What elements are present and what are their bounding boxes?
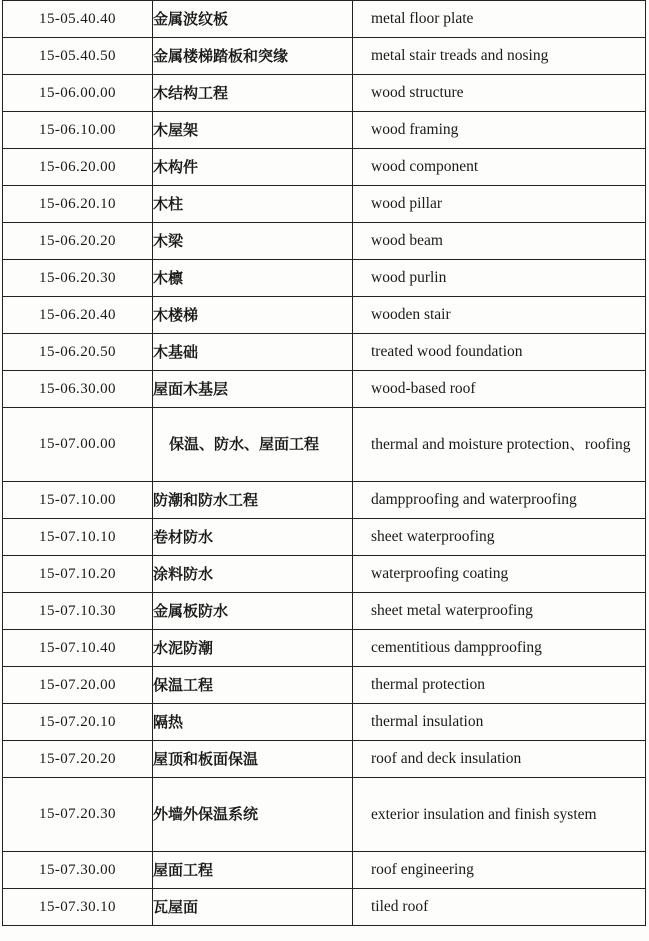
chinese-term-cell xyxy=(153,593,353,630)
table-row xyxy=(3,371,646,408)
chinese-term-cell xyxy=(153,630,353,667)
english-term: exterior insulation and finish system xyxy=(371,805,597,823)
table-row xyxy=(3,593,646,630)
chinese-term: 保温、防水、屋面工程 xyxy=(169,435,320,453)
code-cell: 15-05.40.50 xyxy=(3,38,153,75)
english-term-cell xyxy=(353,593,646,630)
table-row xyxy=(3,223,646,260)
chinese-term-cell xyxy=(153,519,353,556)
english-term-cell xyxy=(353,186,646,223)
code-cell: 15-06.20.10 xyxy=(3,186,153,223)
chinese-term-cell xyxy=(153,260,353,297)
english-term-cell xyxy=(353,889,646,926)
code-cell: 15-07.30.10 xyxy=(3,889,153,926)
english-term-cell xyxy=(353,556,646,593)
terminology-table xyxy=(2,0,646,926)
code-cell: 15-07.20.30 xyxy=(3,778,153,852)
code-cell: 15-07.20.00 xyxy=(3,667,153,704)
table-row xyxy=(3,75,646,112)
table-row xyxy=(3,519,646,556)
chinese-term: 金属楼梯踏板和突缘 xyxy=(153,46,289,65)
table-row xyxy=(3,482,646,519)
chinese-term: 木梁 xyxy=(153,231,184,250)
chinese-term-cell xyxy=(153,297,353,334)
english-term: dampproofing and waterproofing xyxy=(371,491,577,508)
table-row xyxy=(3,297,646,334)
chinese-term-cell xyxy=(153,889,353,926)
english-term: wooden stair xyxy=(371,306,451,323)
english-term-cell xyxy=(353,297,646,334)
code-cell: 15-06.20.30 xyxy=(3,260,153,297)
chinese-term-cell xyxy=(153,667,353,704)
chinese-term: 瓦屋面 xyxy=(153,897,199,916)
chinese-term: 保温工程 xyxy=(153,675,214,694)
code-cell: 15-07.10.00 xyxy=(3,482,153,519)
chinese-term: 卷材防水 xyxy=(153,527,214,546)
english-term: roof engineering xyxy=(371,861,474,878)
chinese-term: 木基础 xyxy=(153,342,199,361)
chinese-term: 木楼梯 xyxy=(153,305,199,324)
chinese-term: 木檩 xyxy=(153,268,184,287)
english-term-cell xyxy=(353,223,646,260)
code-cell: 15-07.10.20 xyxy=(3,556,153,593)
english-term-cell xyxy=(353,519,646,556)
chinese-term: 木柱 xyxy=(153,194,184,213)
code-cell: 15-07.00.00 xyxy=(3,408,153,482)
table-row xyxy=(3,889,646,926)
english-term-cell xyxy=(353,260,646,297)
table-row xyxy=(3,852,646,889)
chinese-term: 水泥防潮 xyxy=(153,638,214,657)
code-cell: 15-06.20.20 xyxy=(3,223,153,260)
english-term-cell xyxy=(353,112,646,149)
code-cell: 15-07.10.10 xyxy=(3,519,153,556)
table-row xyxy=(3,1,646,38)
chinese-term-cell xyxy=(153,778,353,852)
table-row xyxy=(3,741,646,778)
english-term: wood pillar xyxy=(371,195,443,212)
chinese-term: 屋面木基层 xyxy=(153,379,229,398)
english-term: cementitious dampproofing xyxy=(371,639,542,656)
chinese-term-cell xyxy=(153,186,353,223)
table-row xyxy=(3,260,646,297)
chinese-term-cell xyxy=(153,38,353,75)
chinese-term-cell xyxy=(153,334,353,371)
english-term: wood beam xyxy=(371,232,443,249)
chinese-term-cell xyxy=(153,852,353,889)
chinese-term-cell xyxy=(153,741,353,778)
terminology-table-body xyxy=(3,1,646,926)
english-term-cell xyxy=(353,852,646,889)
chinese-term: 屋面工程 xyxy=(153,860,214,879)
english-term: metal stair treads and nosing xyxy=(371,47,549,64)
chinese-term-cell xyxy=(153,556,353,593)
english-term: treated wood foundation xyxy=(371,343,523,360)
english-term: metal floor plate xyxy=(371,10,474,27)
table-row xyxy=(3,778,646,852)
table-row xyxy=(3,38,646,75)
table-row xyxy=(3,704,646,741)
table-row xyxy=(3,186,646,223)
english-term-cell xyxy=(353,1,646,38)
code-cell: 15-06.00.00 xyxy=(3,75,153,112)
english-term: tiled roof xyxy=(371,898,429,915)
english-term-cell xyxy=(353,778,646,852)
english-term: wood structure xyxy=(371,84,464,101)
chinese-term-cell xyxy=(153,223,353,260)
code-cell: 15-06.20.50 xyxy=(3,334,153,371)
table-row xyxy=(3,667,646,704)
english-term: thermal and moisture protection、roofing xyxy=(371,435,631,453)
table-row xyxy=(3,630,646,667)
chinese-term-cell xyxy=(153,704,353,741)
code-cell: 15-07.20.20 xyxy=(3,741,153,778)
chinese-term: 外墙外保温系统 xyxy=(153,805,259,823)
english-term: wood-based roof xyxy=(371,380,476,397)
code-cell: 15-07.10.30 xyxy=(3,593,153,630)
english-term-cell xyxy=(353,38,646,75)
code-cell: 15-05.40.40 xyxy=(3,1,153,38)
english-term-cell xyxy=(353,334,646,371)
table-row xyxy=(3,556,646,593)
chinese-term: 金属波纹板 xyxy=(153,9,229,28)
code-cell: 15-06.20.00 xyxy=(3,149,153,186)
chinese-term-cell xyxy=(153,112,353,149)
code-cell: 15-07.30.00 xyxy=(3,852,153,889)
chinese-term-cell xyxy=(153,149,353,186)
table-row xyxy=(3,334,646,371)
english-term: waterproofing coating xyxy=(371,565,509,582)
english-term: thermal protection xyxy=(371,676,486,693)
chinese-term: 防潮和防水工程 xyxy=(153,490,259,509)
english-term: roof and deck insulation xyxy=(371,750,522,767)
english-term-cell xyxy=(353,630,646,667)
chinese-term: 涂料防水 xyxy=(153,564,214,583)
english-term: wood framing xyxy=(371,121,459,138)
chinese-term-cell xyxy=(153,371,353,408)
english-term: sheet waterproofing xyxy=(371,528,495,545)
english-term-cell xyxy=(353,704,646,741)
code-cell: 15-07.20.10 xyxy=(3,704,153,741)
english-term-cell xyxy=(353,149,646,186)
english-term: wood component xyxy=(371,158,479,175)
code-cell: 15-06.20.40 xyxy=(3,297,153,334)
english-term: wood purlin xyxy=(371,269,447,286)
chinese-term-cell xyxy=(153,75,353,112)
chinese-term-cell xyxy=(153,1,353,38)
chinese-term-cell xyxy=(153,408,353,482)
table-row xyxy=(3,112,646,149)
chinese-term: 隔热 xyxy=(153,712,184,731)
english-term-cell xyxy=(353,408,646,482)
chinese-term-cell xyxy=(153,482,353,519)
english-term-cell xyxy=(353,667,646,704)
chinese-term: 金属板防水 xyxy=(153,601,229,620)
english-term-cell xyxy=(353,482,646,519)
chinese-term: 木构件 xyxy=(153,157,199,176)
table-row xyxy=(3,408,646,482)
english-term: thermal insulation xyxy=(371,713,484,730)
chinese-term: 屋顶和板面保温 xyxy=(153,749,259,768)
english-term-cell xyxy=(353,741,646,778)
chinese-term: 木屋架 xyxy=(153,120,199,139)
code-cell: 15-06.30.00 xyxy=(3,371,153,408)
code-cell: 15-06.10.00 xyxy=(3,112,153,149)
english-term-cell xyxy=(353,371,646,408)
table-row xyxy=(3,149,646,186)
english-term: sheet metal waterproofing xyxy=(371,602,533,619)
english-term-cell xyxy=(353,75,646,112)
chinese-term: 木结构工程 xyxy=(153,83,229,102)
code-cell: 15-07.10.40 xyxy=(3,630,153,667)
